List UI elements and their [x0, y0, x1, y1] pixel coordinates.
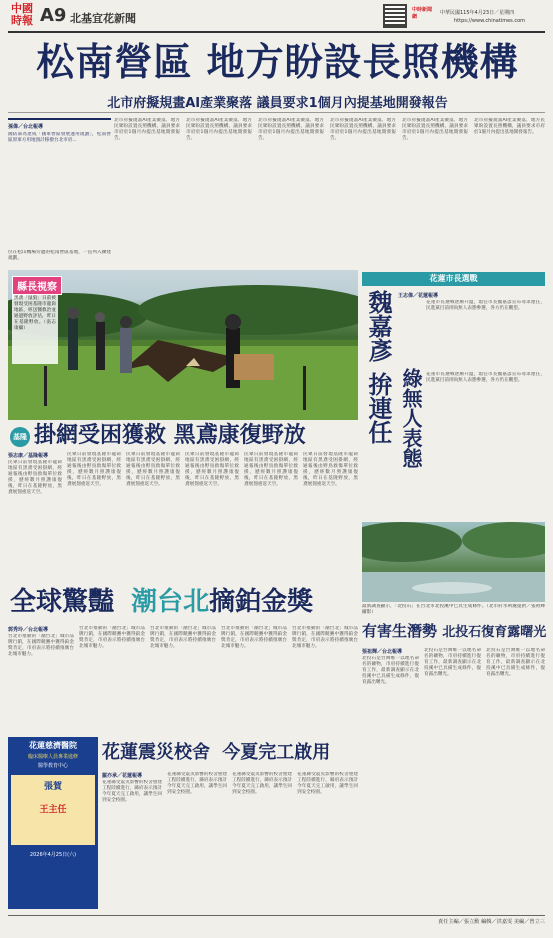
hualien-headline-a: 花蓮震災校舍	[102, 742, 210, 763]
footer-editors: 責任主編／張立勳 編輯／洪嘉雯 美編／曾立三	[437, 919, 545, 925]
mayor-banner-text: 花蓮市長選戰	[429, 274, 478, 283]
masthead-rule	[8, 31, 545, 33]
lead-intro: 國防部為達成「國軍營區發展運用規劃」，松南營區原軍方用地預計移撥台北市府...	[8, 132, 111, 144]
lead-subhead-rule	[8, 112, 545, 113]
eagle-body-col-4: 民眾日前發現基隆市龍崗地區有黑鳶受困掛網，經通報後由野鳥救傷單位救援，歷經數月照護康復後，昨日在基隆野放，黑鳶展翅重返天空。	[185, 452, 239, 488]
sports-headline-b: 潮台北	[131, 587, 210, 617]
lead-body-col-1: 北市府擬規畫AI產業聚落，地方民眾盼設置長照機構，議員要求市府於1個月內提出基地開發報告。	[114, 118, 180, 142]
ad-line2: 醫學教育中心	[37, 763, 68, 769]
site-url: https://www.chinatimes.com	[454, 18, 526, 24]
mayor-body-col-2: 花蓮市長選戰逐漸升溫，現任市長魏嘉彥宣布尋求連任，民進黨目前則尚無人表態參選，各方仍在觀望。	[426, 372, 545, 384]
sports-body-col-5: 台北市推動的「潮台北」城市品牌行銷，在國際競賽中獲得鉑金獎肯定，市府表示將持續推廣台北城市魅力。	[292, 626, 358, 650]
lead-byline: 孫偉／台北報導	[8, 124, 44, 130]
hualien-headline	[102, 738, 358, 768]
brand: 中時新聞網	[412, 7, 433, 20]
footer-rule	[8, 915, 545, 916]
sports-body-col-3: 台北市推動的「潮台北」城市品牌行銷，在國際競賽中獲得鉑金獎肯定，市府表示將持續推廣台北城市魅力。	[150, 626, 216, 650]
lead-body-col-4: 北市府擬規畫AI產業聚落，地方民眾盼設置長照機構，議員要求市府於1個月內提出基地開發報告。	[330, 118, 396, 142]
hualien-body-col-3: 花蓮縣受震災影響的校舍重建工程陸續進行，縣府表示預計今年夏天完工啟用，讓學生回到安全校園。	[232, 772, 292, 796]
logo-top: 中國	[11, 2, 33, 15]
sports-headline	[10, 582, 358, 622]
ad-title: 花蓮慈濟醫院	[29, 741, 77, 750]
sports-body-col-1: 台北市推動的「潮台北」城市品牌行銷，在國際競賽中獲得鉑金獎肯定，市府表示將持續推廣台北城市魅力。	[8, 634, 74, 658]
beitou-photo	[362, 522, 545, 602]
hualien-body-col-2: 花蓮縣受震災影響的校舍重建工程陸續進行，縣府表示預計今年夏天完工啟用，讓學生回到安全校園。	[167, 772, 227, 796]
hospital-ad	[8, 737, 98, 909]
eagle-body-columns	[8, 452, 358, 584]
eagle-headline: 掛網受困獲救 黑鳶康復野放	[34, 423, 306, 448]
section-title: 北基宜花新聞	[70, 12, 136, 25]
beitou-headline-b: 北投石復育露曙光	[442, 625, 547, 640]
beitou-headline-a: 有害生潛勢	[362, 622, 438, 640]
date-line: 中華民國115年4月23日／星期四	[440, 10, 515, 16]
lead-photo-caption: 位在松山機場旁邊的松南營區基地，一直列入擴建規劃。	[8, 250, 111, 262]
logo-bottom: 時報	[11, 14, 33, 27]
beitou-caption: 最新調查顯示，「北投石」在台北市北投溪中已具生成條件。（北市府水利處提供／張祖輝攝影）	[362, 604, 545, 616]
eagle-body-col-6: 民眾日前發現基隆市龍崗地區有黑鳶受困掛網，經通報後由野鳥救傷單位救援，歷經數月照護康復後，昨日在基隆野放，黑鳶展翅重返天空。	[303, 452, 358, 488]
qr-code	[383, 4, 407, 28]
eagle-body-col-1: 民眾日前發現基隆市龍崗地區有黑鳶受困掛網，經通報後由野鳥救傷單位救援，歷經數月照護康復後，昨日在基隆野放，黑鳶展翅重返天空。	[8, 460, 62, 496]
ad-line1: 臨床醫療人員專業進修	[27, 754, 78, 760]
lead-subhead: 北市府擬規畫AI產業聚落 議員要求1個月內提基地開發報告	[107, 96, 448, 111]
lead-body-col-6: 北市府擬規畫AI產業聚落，地方民眾盼設置長照機構，議員要求市府於1個月內提出基地開發報告。	[474, 118, 545, 136]
eagle-byline: 張志康／基隆報導	[8, 453, 49, 459]
mayor-body-col-1: 花蓮市長選戰逐漸升溫，現任市長魏嘉彥宣布尋求連任，民進黨目前則尚無人表態參選，各方仍在觀望。	[426, 300, 545, 312]
eagle-tag: 基隆	[10, 427, 30, 447]
beitou-byline: 張祖輝／台北報導	[362, 649, 403, 655]
eagle-body-col-5: 民眾日前發現基隆市龍崗地區有黑鳶受困掛網，經通報後由野鳥救傷單位救援，歷經數月照護康復後，昨日在基隆野放，黑鳶展翅重返天空。	[244, 452, 298, 488]
beitou-headline	[362, 618, 545, 644]
beitou-body-columns	[362, 648, 545, 910]
logo	[8, 3, 36, 31]
eagle-body-col-3: 民眾日前發現基隆市龍崗地區有黑鳶受困掛網，經通報後由野鳥救傷單位救援，歷經數月照護康復後，昨日在基隆野放，黑鳶展翅重返天空。	[126, 452, 180, 488]
eagle-body-col-2: 民眾日前發現基隆市龍崗地區有黑鳶受困掛網，經通報後由野鳥救傷單位救援，歷經數月照護康復後，昨日在基隆野放，黑鳶展翅重返天空。	[67, 452, 121, 488]
lead-body-col-3: 北市府擬規畫AI產業聚落，地方民眾盼設置長照機構，議員要求市府於1個月內提出基地開發報告。	[258, 118, 324, 142]
masthead	[0, 0, 553, 36]
hualien-byline: 羅亦承／花蓮報導	[102, 773, 143, 779]
lead-body-col-5: 北市府擬規畫AI產業聚落，地方民眾盼設置長照機構，議員要求市府於1個月內提出基地開發報告。	[402, 118, 468, 142]
eagle-photo	[8, 270, 358, 420]
page-number: A9	[40, 5, 67, 26]
beitou-body-col-2: 北投石是台灣唯一以地名命名的礦物，市府持續進行復育工作，最新調查顯示在北投溪中已具備生成條件，復育露出曙光。	[424, 648, 481, 678]
mayor-headline-c: 綠無人表態	[399, 368, 423, 468]
sports-headline-a: 全球驚豔	[10, 587, 115, 617]
lead-body-columns	[114, 118, 545, 268]
hualien-body-columns	[102, 772, 358, 910]
hualien-headline-b: 今夏完工啟用	[222, 742, 331, 763]
mayor-headline-a: 魏嘉彥	[364, 290, 392, 362]
eagle-badge: 縣長視察	[12, 276, 62, 295]
lead-body-col-2: 北市府擬規畫AI產業聚落，地方民眾盼設置長照機構，議員要求市府於1個月內提出基地開發報告。	[186, 118, 252, 142]
sports-byline: 郭秀玲／台北報導	[8, 627, 49, 633]
beitou-body-col-3: 北投石是台灣唯一以地名命名的礦物，市府持續進行復育工作，最新調查顯示在北投溪中已具備生成條件，復育露出曙光。	[486, 648, 545, 678]
ad-speaker1: 張賀	[43, 782, 62, 792]
mayor-body-columns	[398, 292, 545, 520]
sports-body-columns	[8, 626, 358, 734]
beitou-body-col-1: 北投石是台灣唯一以地名命名的礦物，市府持續進行復育工作，最新調查顯示在北投溪中已具備生成條件，復育露出曙光。	[362, 656, 419, 686]
ad-speaker-box	[11, 775, 95, 845]
hualien-body-col-4: 花蓮縣受震災影響的校舍重建工程陸續進行，縣府表示預計今年夏天完工啟用，讓學生回到安全校園。	[297, 772, 358, 796]
sports-headline-c: 摘鉑金獎	[209, 587, 314, 617]
mayor-byline: 王志偉／花蓮報導	[398, 293, 439, 299]
sports-body-col-4: 台北市推動的「潮台北」城市品牌行銷，在國際競賽中獲得鉑金獎肯定，市府表示將持續推廣台北城市魅力。	[221, 626, 287, 650]
sports-body-col-2: 台北市推動的「潮台北」城市品牌行銷，在國際競賽中獲得鉑金獎肯定，市府表示將持續推廣台北城市魅力。	[79, 626, 145, 650]
ad-footer: 2026年4月25日(六)	[29, 852, 77, 858]
eagle-caption: 黑鳶「鼠狼」日前被發現受困基隆市龍崗地區，經送醫救治並通過野放評估，昨日在基隆野放。（張志康攝）	[12, 294, 58, 364]
ad-speaker2: 王主任	[39, 805, 67, 815]
mayor-headline-b: 拚連任	[364, 372, 392, 444]
hualien-body-col-1: 花蓮縣受震災影響的校舍重建工程陸續進行，縣府表示預計今年夏天完工啟用，讓學生回到安全校園。	[102, 780, 162, 804]
lead-headline: 松南營區 地方盼設長照機構	[36, 40, 519, 84]
lead-intro-box	[8, 118, 111, 246]
beitou-scene	[362, 522, 545, 602]
